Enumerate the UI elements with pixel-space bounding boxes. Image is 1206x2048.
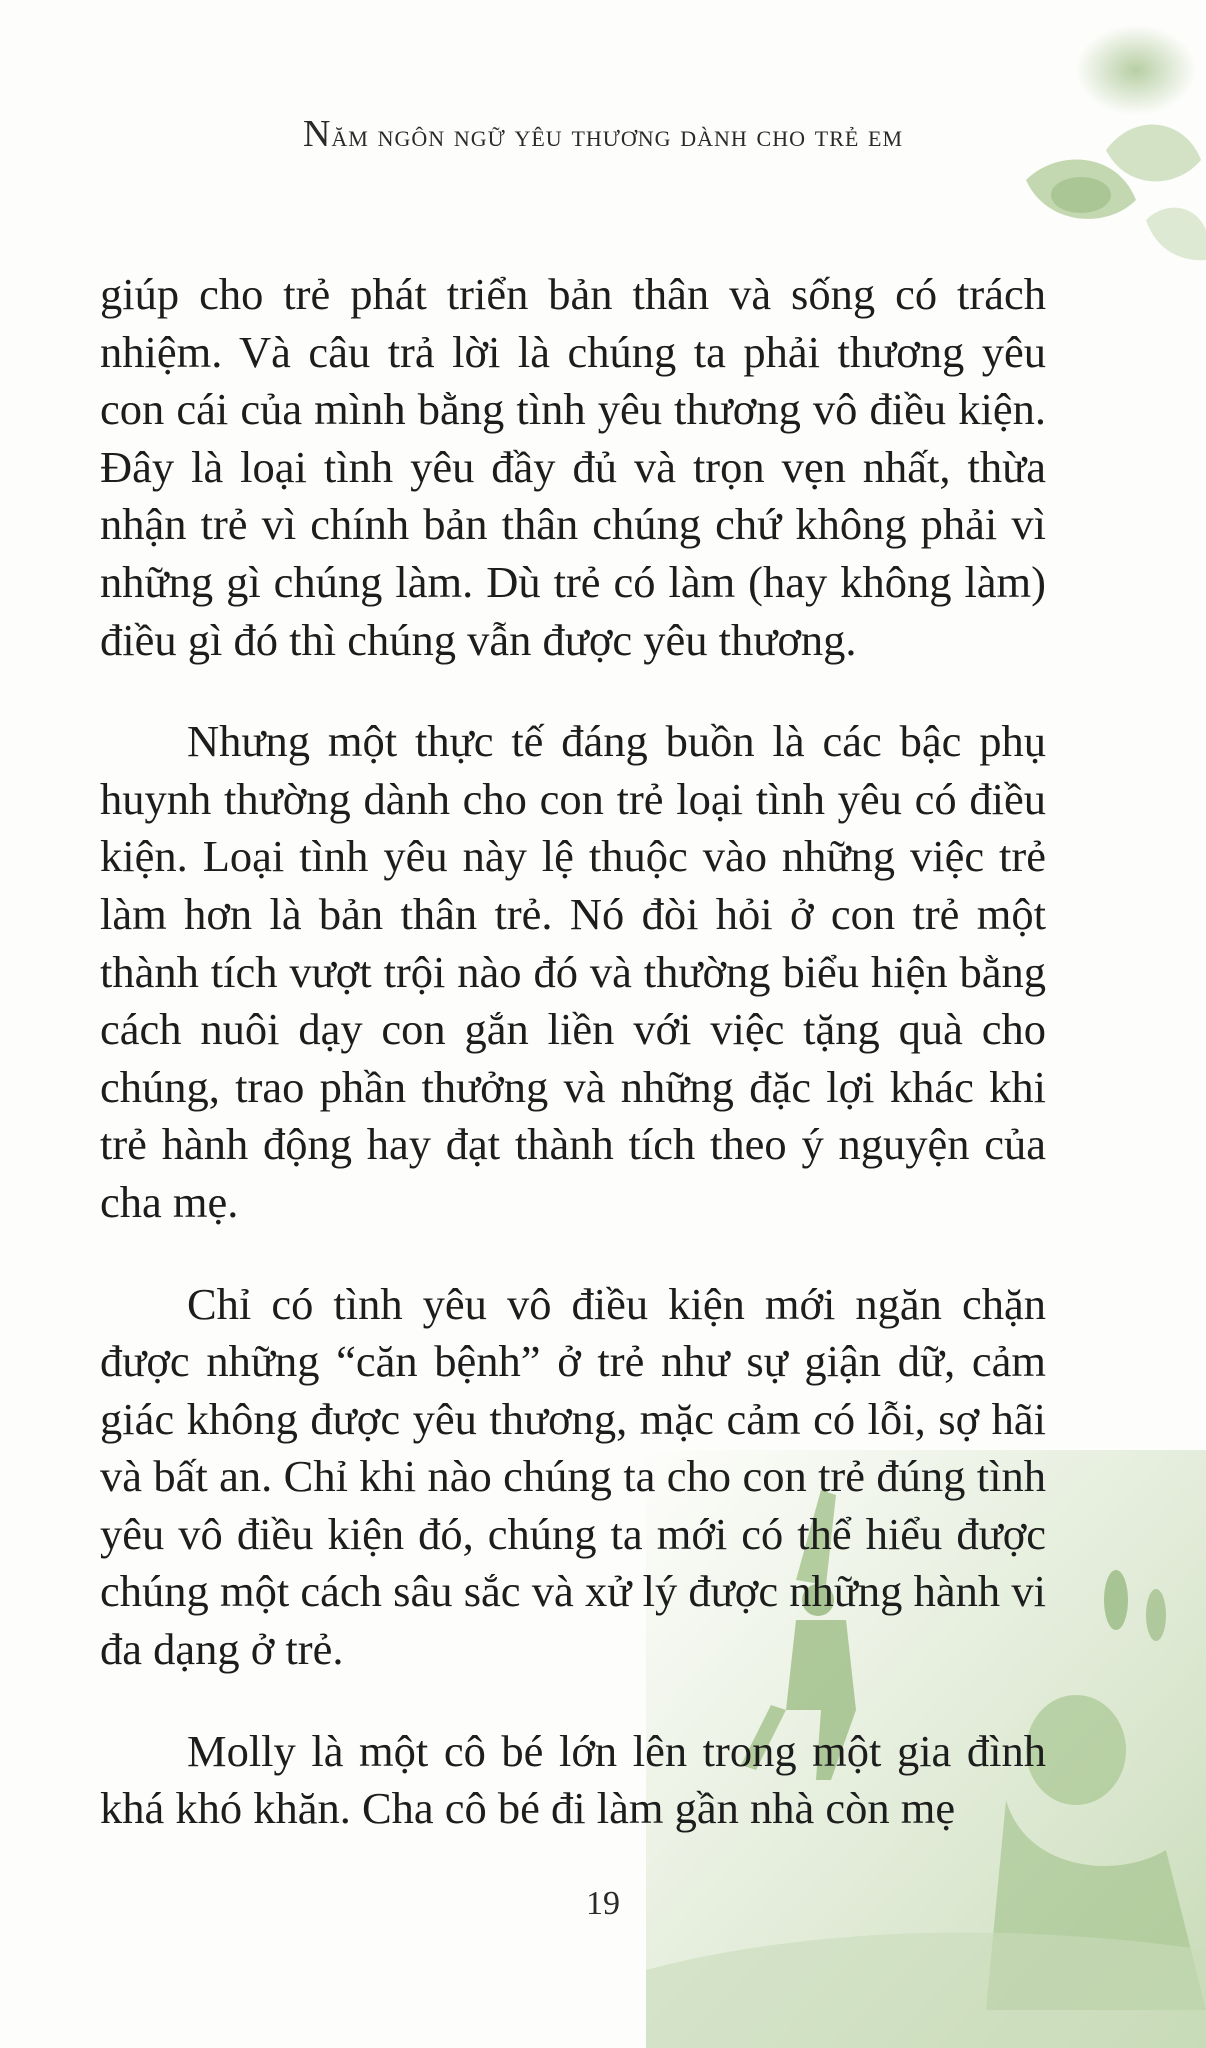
paragraph-1: giúp cho trẻ phát triển bản thân và sống có trách nhiệm. Và câu trả lời là chúng ta phải thương yêu con cái của mình bằng tình yêu thương vô điều kiện. Đây là loại tình yêu đầy đủ và trọn vẹn nhất, thừa nhận trẻ vì chính bản thân chúng chứ không phải vì những gì chúng làm. Dù trẻ có làm (hay không làm) điều gì đó thì chúng vẫn được yêu thương. xyxy=(100,269,1046,665)
running-header xyxy=(0,112,1206,156)
header-first-letter: N xyxy=(302,113,332,155)
page-number: 19 xyxy=(586,1885,620,1922)
paragraph-3: Chỉ có tình yêu vô điều kiện mới ngăn chặn được những “căn bệnh” ở trẻ như sự giận dữ, cảm giác không được yêu thương, mặc cảm có lỗi, sợ hãi và bất an. Chỉ khi nào chúng ta cho con trẻ đúng tình yêu vô điều kiện đó, chúng ta mới có thể hiểu được chúng một cách sâu sắc và xử lý được những hành vi đa dạng ở trẻ. xyxy=(100,1278,1046,1675)
paragraph-2: Nhưng một thực tế đáng buồn là các bậc phụ huynh thường dành cho con trẻ loại tình yêu có điều kiện. Loại tình yêu này lệ thuộc vào những việc trẻ làm hơn là bản thân trẻ. Nó đòi hỏi ở con trẻ một thành tích vượt trội nào đó và thường biểu hiện bằng cách nuôi dạy con gắn liền với việc tặng quà cho chúng, trao phần thưởng và những đặc lợi khác khi trẻ hành động hay đạt thành tích theo ý nguyện của cha mẹ. xyxy=(100,716,1046,1227)
paragraph-4: Molly là một cô bé lớn lên trong một gia đình khá khó khăn. Cha cô bé đi làm gần nhà còn mẹ xyxy=(100,1725,1046,1834)
header-title-rest: ăm ngôn ngữ yêu thương dành cho trẻ em xyxy=(331,118,904,153)
body-text xyxy=(100,266,1046,1882)
